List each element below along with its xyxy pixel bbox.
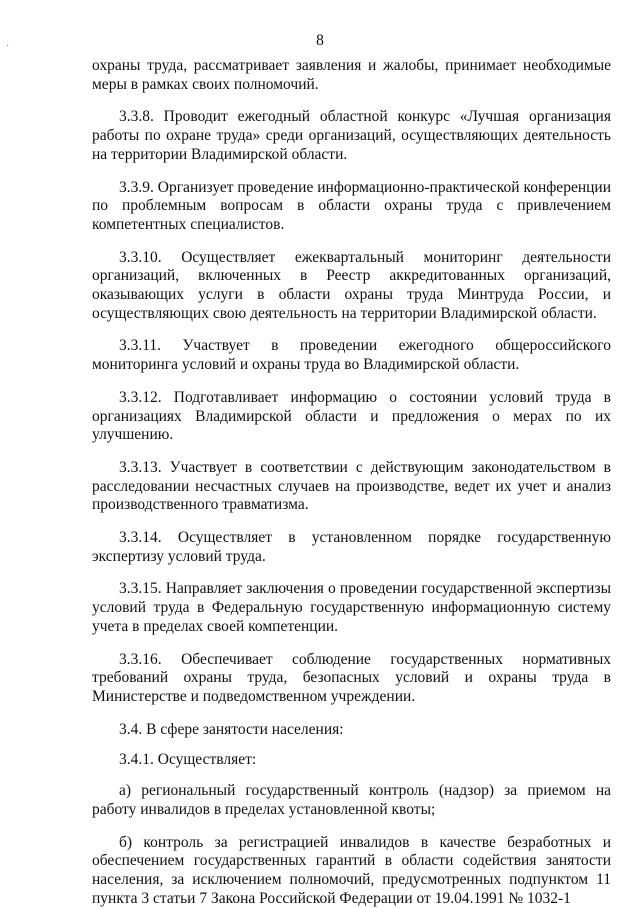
paragraph-3-3-11: 3.3.11. Участвует в проведении ежегодного общероссийского мониторинга условий и охраны труда во Владимирской области. xyxy=(92,337,611,374)
paragraph-3-3-12: 3.3.12. Подготавливает информацию о состоянии условий труда в организациях Владимирской области и предложения о мерах по их улучшению. xyxy=(92,389,611,445)
paragraph-3-3-13: 3.3.13. Участвует в соответствии с действующим законодательством в расследовании несчастных случаев на производстве, ведет их учет и анализ производственного травматизма. xyxy=(92,459,611,515)
paragraph-3-3-15: 3.3.15. Направляет заключения о проведении государственной экспертизы условий труда в Федеральную государственную информационную систему учета в пределах своей компетенции. xyxy=(92,580,611,636)
paragraph-3-3-14: 3.3.14. Осуществляет в установленном порядке государственную экспертизу условий труда. xyxy=(92,529,611,566)
paragraph-3-4-1: 3.4.1. Осуществляет: xyxy=(92,751,611,770)
paragraph-3-3-16: 3.3.16. Обеспечивает соблюдение государственных нормативных требований охраны труда, безопасных условий и охраны труда в Министерстве и подведомственном учреждении. xyxy=(92,651,611,707)
paragraph-3-4: 3.4. В сфере занятости населения: xyxy=(92,721,611,740)
paragraph-3-3-10: 3.3.10. Осуществляет ежеквартальный мониторинг деятельности организаций, включенных в Реестр аккредитованных организаций, оказывающих услуги в области охраны труда Минтруда России, и осуществляющих свою деятельность на территории Владимирской области. xyxy=(92,249,611,324)
paragraph-3-3-8: 3.3.8. Проводит ежегодный областной конкурс «Лучшая организация работы по охране труда» среди организаций, осуществляющих деятельность на территории Владимирской области. xyxy=(92,108,611,164)
paragraph-continuation: охраны труда, рассматривает заявления и жалобы, принимает необходимые меры в рамках своих полномочий. xyxy=(92,57,611,94)
page-number: 8 xyxy=(0,32,640,50)
margin-mark: · xyxy=(6,40,9,51)
paragraph-3-3-9: 3.3.9. Организует проведение информационно-практической конференции по проблемным вопросам в области охраны труда с привлечением компетентных специалистов. xyxy=(92,179,611,235)
document-body xyxy=(92,57,611,908)
paragraph-item-b: б) контроль за регистрацией инвалидов в качестве безработных и обеспечением государственных гарантий в области содействия занятости населения, за исключением полномочий, предусмотренных подпунктом 11 пункта 3 статьи 7 Закона Российской Федерации от 19.04.1991 № 1032-1 xyxy=(92,834,611,908)
paragraph-item-a: а) региональный государственный контроль (надзор) за приемом на работу инвалидов в пределах установленной квоты; xyxy=(92,782,611,819)
